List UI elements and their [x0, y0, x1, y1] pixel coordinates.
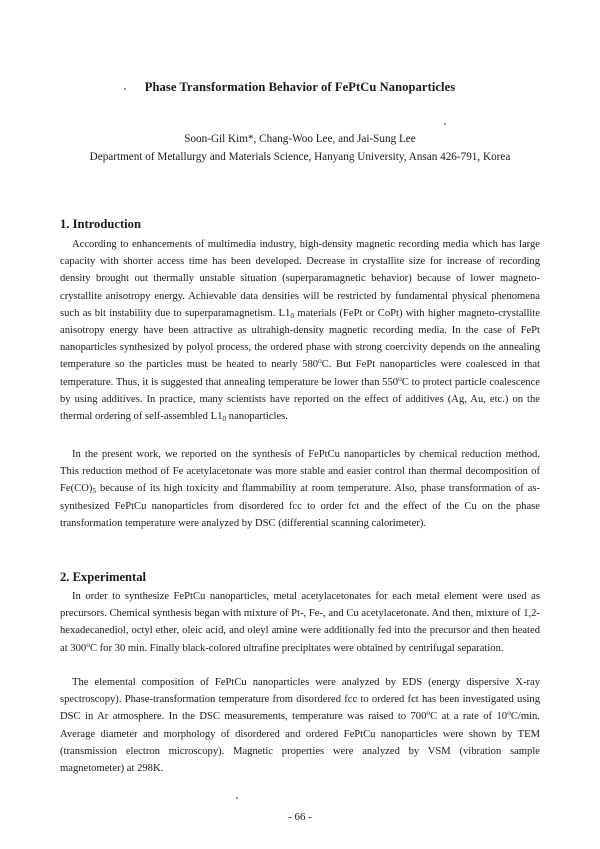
section-heading-introduction: 1. Introduction — [60, 217, 141, 231]
experimental-paragraph-1: In order to synthesize FePtCu nanoparticles, metal acetylacetonates for each metal element were used as precursors. Chemical synthesis began with mixture of Pt-, Fe-, and Cu acetylacetonate. And then, mixture of 1,2-hexadecanediol, octyl ether, oleic acid, and oleyl amine were additionally fed into the precursor and then heated at 300$^o$C for 30 min. Finally black-colored ultrafine precipitates were obtained by centrifugal separation. — [60, 591, 540, 654]
intro-paragraph-2: In the present work, we reported on the synthesis of FePtCu nanoparticles by chemical reduction method. This reduction method of Fe acetylacetonate was more stable and easier control than thermal decomposition of $Fe(CO)_5$ because of its high toxicity and flammability at room temperature. Also, phase transformation of as-synthesized FePtCu nanoparticles from disordered fcc to order fct and the effect of the Cu on the phase transformation temperature were analyzed by DSC (differential scanning calorimeter). — [60, 449, 540, 529]
scan-speck — [124, 88, 126, 90]
author-list: Soon-Gil Kim*, Chang-Woo Lee, and Jai-Sung Lee — [184, 133, 416, 145]
section-heading-experimental: 2. Experimental — [60, 570, 147, 584]
affiliation: Department of Metallurgy and Materials Science, Hanyang University, Ansan 426-791, Korea — [89, 151, 511, 163]
intro-paragraph-1: According to enhancements of multimedia industry, high-density magnetic recording media which has large capacity with shorter access time has been developed. Decrease in crystallite size for increase of recording density brought out thermally unstable situation (superparamagnetic behavior) because of lower magneto-crystallite anisotropy energy. Achievable data densities will be restricted by fundamental physical phenomena such as bit instability due to superparamagnetism. $L1_0$ materials (FePt or CoPt) with higher magneto-crystallite anisotropy energy have been attractive as ultrahigh-density magnetic recording media. In the case of FePt nanoparticles synthesized by polyol process, the ordered phase with strong coercivity depends on the annealing temperature so the particles must be heated to nearly 580$^o$C. But FePt nanoparticles were coalesced in that temperature. Thus, it is suggested that annealing temperature be lower than 550$^o$C to protect particle coalescence by using additives. In practice, many scientists have reported on the effect of additives (Ag, Au, etc.) on the thermal ordering of self-assembled $L1_0$ nanoparticles. — [60, 239, 540, 424]
page-number: - 66 - — [288, 811, 312, 823]
paper-title: Phase Transformation Behavior of FePtCu Nanoparticles — [144, 80, 456, 94]
experimental-paragraph-2: The elemental composition of FePtCu nanoparticles were analyzed by EDS (energy dispersive X-ray spectroscopy). Phase-transformation temperature from disordered fcc to ordered fct has been investigated using DSC in Ar atmosphere. In the DSC measurements, temperature was raised to 700$^o$C at a rate of 10$^o$C/min. Average diameter and morphology of disordered and ordered FePtCu nanoparticles were shown by TEM (transmission electron microscopy). Magnetic properties were analyzed by VSM (vibration sample magnetometer) at 298K. — [60, 677, 540, 775]
scan-speck — [236, 797, 238, 799]
scan-speck — [444, 123, 446, 125]
